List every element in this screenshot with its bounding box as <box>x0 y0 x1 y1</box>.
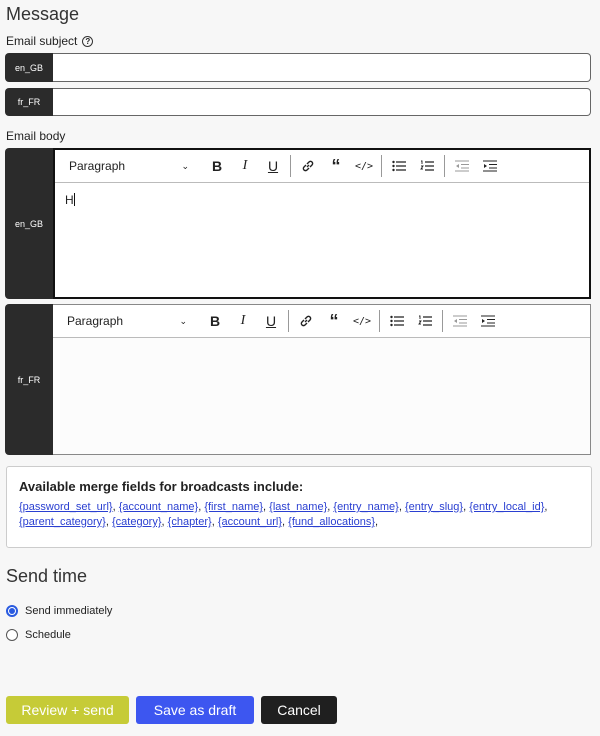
merge-field-link[interactable]: {account_url} <box>217 516 283 528</box>
merge-field-link[interactable]: {entry_local_id} <box>469 501 545 513</box>
help-icon[interactable]: ? <box>82 36 93 47</box>
editor-toolbar <box>55 150 589 183</box>
merge-field-link[interactable]: {account_name} <box>118 501 199 513</box>
numbered-list-icon[interactable] <box>411 310 439 332</box>
merge-field-link[interactable]: {parent_category} <box>19 516 106 528</box>
quote-icon[interactable]: “ <box>329 310 339 331</box>
merge-fields-list: {password_set_url}, {account_name}, {first_name}, {last_name}, {entry_name}, {entry_slug}, {entry_local_id}, {parent_category}, {category}, {chapter}, {account_url}, {fund_allocations}, <box>19 501 548 528</box>
email-body-label: Email body <box>6 129 66 143</box>
bold-icon[interactable]: B <box>211 158 223 174</box>
body-row-fr <box>5 304 591 455</box>
code-icon[interactable]: </> <box>352 315 372 327</box>
radio-label: Schedule <box>25 629 71 641</box>
rich-text-editor-fr[interactable] <box>53 304 591 455</box>
block-format-value: Paragraph <box>69 159 126 173</box>
chevron-down-icon: ⌄ <box>179 315 187 326</box>
toolbar-divider <box>379 310 380 332</box>
lang-tag: fr_FR <box>5 304 53 455</box>
send-time-heading: Send time <box>6 566 88 586</box>
editor-body-fr[interactable] <box>53 338 590 454</box>
block-format-value: Paragraph <box>67 314 124 328</box>
cancel-button[interactable]: Cancel <box>261 696 337 724</box>
message-heading: Message <box>6 4 80 24</box>
merge-field-link[interactable]: {first_name} <box>204 501 264 513</box>
editor-text: H <box>65 193 74 207</box>
toolbar-divider <box>442 310 443 332</box>
editor-toolbar <box>53 305 590 338</box>
link-icon[interactable] <box>292 310 320 332</box>
merge-field-link[interactable]: {entry_name} <box>333 501 399 513</box>
bullet-list-icon[interactable] <box>385 155 413 177</box>
merge-fields-heading: Available merge fields for broadcasts include: <box>19 479 304 494</box>
underline-icon[interactable]: U <box>267 158 279 174</box>
underline-icon[interactable]: U <box>265 313 277 329</box>
radio-schedule[interactable] <box>6 629 71 641</box>
bullet-list-icon[interactable] <box>383 310 411 332</box>
save-draft-button[interactable]: Save as draft <box>136 696 254 724</box>
subject-input-en[interactable] <box>53 53 591 82</box>
subject-row-en <box>5 53 591 82</box>
lang-tag: en_GB <box>5 148 53 299</box>
radio-selected-icon[interactable] <box>6 605 18 617</box>
indent-icon[interactable] <box>476 155 504 177</box>
merge-field-link[interactable]: {fund_allocations} <box>288 516 376 528</box>
radio-unselected-icon[interactable] <box>6 629 18 641</box>
indent-icon[interactable] <box>474 310 502 332</box>
editor-body-en[interactable] <box>55 183 589 297</box>
text-caret <box>74 193 75 206</box>
merge-field-link[interactable]: {last_name} <box>269 501 328 513</box>
merge-field-link[interactable]: {category} <box>111 516 162 528</box>
block-format-select[interactable] <box>53 310 195 332</box>
radio-send-immediately[interactable] <box>6 605 112 617</box>
merge-field-link[interactable]: {entry_slug} <box>404 501 464 513</box>
lang-tag: fr_FR <box>5 88 53 116</box>
toolbar-divider <box>288 310 289 332</box>
radio-label: Send immediately <box>25 605 113 617</box>
bold-icon[interactable]: B <box>209 313 221 329</box>
review-send-button[interactable]: Review + send <box>6 696 129 724</box>
italic-icon[interactable]: I <box>242 158 248 173</box>
toolbar-divider <box>381 155 382 177</box>
outdent-icon[interactable] <box>448 155 476 177</box>
italic-icon[interactable]: I <box>240 313 246 328</box>
rich-text-editor-en[interactable] <box>53 148 591 299</box>
merge-fields-panel <box>6 466 592 548</box>
numbered-list-icon[interactable] <box>413 155 441 177</box>
lang-tag: en_GB <box>5 53 53 82</box>
outdent-icon[interactable] <box>446 310 474 332</box>
chevron-down-icon: ⌄ <box>181 160 189 171</box>
code-icon[interactable]: </> <box>354 160 374 172</box>
link-icon[interactable] <box>294 155 322 177</box>
block-format-select[interactable] <box>55 155 197 177</box>
merge-field-link[interactable]: {chapter} <box>167 516 212 528</box>
toolbar-divider <box>444 155 445 177</box>
subject-input-fr[interactable] <box>53 88 591 116</box>
subject-row-fr <box>5 88 591 116</box>
toolbar-divider <box>290 155 291 177</box>
merge-field-link[interactable]: {password_set_url} <box>19 501 113 513</box>
email-subject-label-text: Email subject <box>6 34 78 48</box>
body-row-en <box>5 148 591 299</box>
quote-icon[interactable]: “ <box>331 155 341 176</box>
email-subject-label <box>6 34 93 48</box>
